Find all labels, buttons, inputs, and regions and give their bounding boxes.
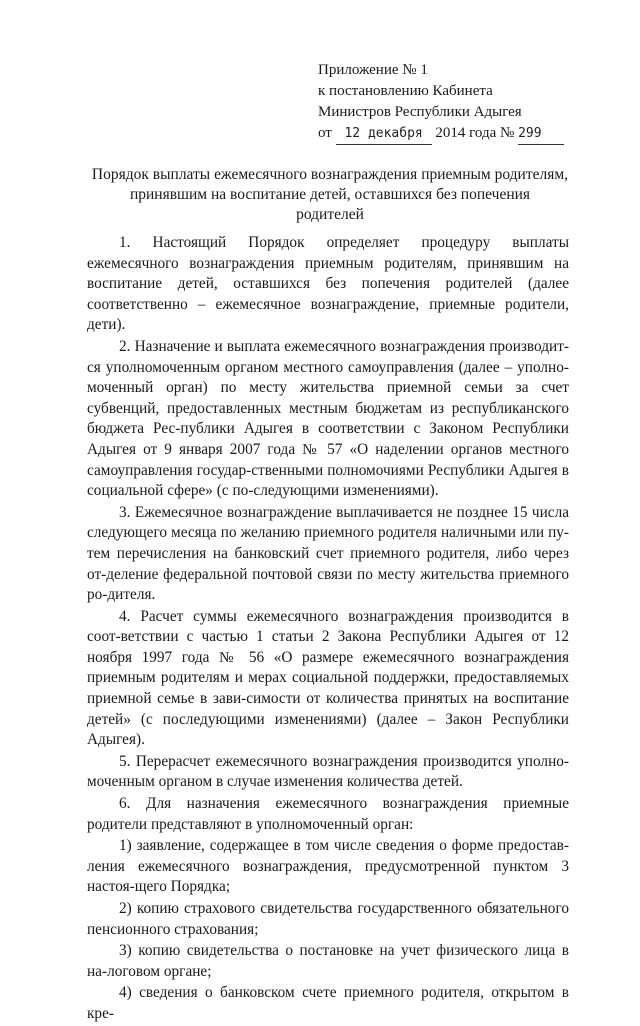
date-prefix: от [318, 125, 332, 141]
title-line-3: родителей [296, 206, 364, 223]
decree-number: 299 [518, 126, 542, 141]
paragraph-3: 3. Ежемесячное вознаграждение выплачивается не позднее 15 числа следующего месяца по желанию приемного родителя наличными или пу-тем перечисления на банковский счет приемного родителя, либо через от-деление федеральной почтовой связи по месту жительства приемного ро-дителя. [87, 503, 569, 604]
number-handwritten-field [518, 123, 564, 145]
annex-issuer-line: Министров Республики Адыгея [318, 104, 522, 120]
title-line-2: принявшим на воспитание детей, оставшихся без попечения [129, 186, 531, 203]
document-title [60, 165, 600, 225]
list-item-3: 3) копию свидетельства о постановке на учет физического лица в на-логовом органе; [87, 942, 569, 980]
list-item-2: 2) копию страхового свидетельства государственного обязательного пенсионного страхования; [87, 900, 569, 938]
list-item-1: 1) заявление, содержащее в том числе сведения о форме предостав-ления ежемесячного вознаграждения, предусмотренной пунктом 3 настоя-щего Порядка; [87, 837, 569, 896]
date-year-suffix: 2014 года № [435, 125, 515, 141]
title-line-1: Порядок выплаты ежемесячного вознаграждения приемным родителям, [91, 166, 569, 183]
paragraph-1: 1. Настоящий Порядок определяет процедуру выплаты ежемесячного вознаграждения приемным родителям, принявшим на воспитание детей, оставшихся без попечения родителей (далее соответственно – ежемесячное вознаграждение, приемные родители, дети). [87, 234, 569, 334]
annex-header [318, 60, 608, 145]
annex-decree-line: к постановлению Кабинета [318, 83, 493, 99]
paragraph-2: 2. Назначение и выплата ежемесячного вознаграждения производит-ся уполномоченным органом местного самоуправления (далее – уполно-моченный орган) по месту жительства приемной семьи за счет субвенций, предоставленных местным бюджетам из республиканского бюджета Рес-публики Адыгея в соответствии с Законом Республики Адыгея от 9 января 2007 года № 57 «О наделении органов местного самоуправления государ-ственными полномочиями Республики Адыгея в социальной сфере» (с по-следующими изменениями). [87, 337, 569, 500]
list-item-4: 4) сведения о банковском счете приемного родителя, открытом в кре- [87, 984, 569, 1022]
paragraph-5: 5. Перерасчет ежемесячного вознаграждения производится уполно-моченным органом в случае изменения количества детей. [87, 752, 569, 791]
annex-date-line [318, 123, 608, 145]
date-day-month: 12 декабря [344, 126, 423, 141]
document-body [87, 233, 569, 1026]
annex-number: Приложение № 1 [318, 62, 428, 78]
paragraph-6: 6. Для назначения ежемесячного вознаграждения приемные родители представляют в уполномоченный орган: [87, 795, 569, 833]
date-handwritten-field [336, 123, 432, 145]
paragraph-4: 4. Расчет суммы ежемесячного вознаграждения производится в соот-ветствии с частью 1 статьи 2 Закона Республики Адыгея от 12 ноября 1997 года № 56 «О размере ежемесячного вознаграждения приемным родителям и мерах социальной поддержки, предоставляемых приемной семье в зави-симости от количества принятых на воспитание детей» (с последующими изменениями) (далее – Закон Республики Адыгея). [87, 607, 569, 749]
